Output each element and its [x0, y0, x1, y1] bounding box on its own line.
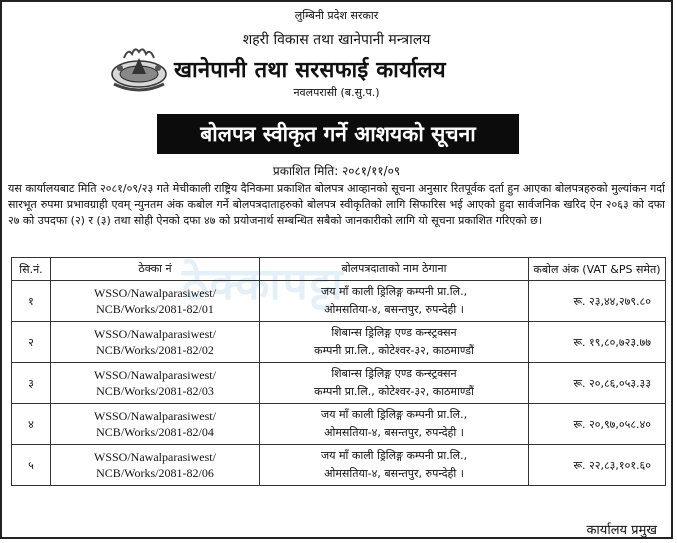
published-date: प्रकाशित मिति: २०८१/११/०९ [272, 164, 401, 178]
contract-line: NCB/Works/2081-82/06 [96, 466, 214, 480]
row-bidder [260, 322, 529, 363]
row-contract [51, 404, 260, 445]
bidder-line: जय माँ काली ड्रिलिङ्ग कम्पनी प्रा.लि., [320, 285, 468, 298]
row-bidder [260, 363, 529, 404]
row-sn: १ [12, 281, 51, 322]
row-amount: रू. १९,८०,७२३.७७ [529, 322, 666, 363]
table-row [12, 404, 666, 445]
row-amount: रू. २२,८३,१०१.६० [529, 445, 666, 486]
row-sn: ५ [12, 445, 51, 486]
row-bidder [260, 445, 529, 486]
row-sn: ३ [12, 363, 51, 404]
bidder-line: ओमसतिया-४, बसन्तपुर, रुपन्देही । [324, 426, 464, 439]
bidder-line: ओमसतिया-४, बसन्तपुर, रुपन्देही । [324, 467, 464, 480]
table-row [12, 281, 666, 322]
contract-line: WSSO/Nawalparasiwest/ [94, 286, 216, 300]
contract-line: WSSO/Nawalparasiwest/ [94, 327, 216, 341]
bidder-line: शिबान्स ड्रिलिङ्ग एण्ड कन्स्ट्रक्सन [331, 326, 457, 339]
row-sn: २ [12, 322, 51, 363]
contract-line: NCB/Works/2081-82/02 [96, 343, 214, 357]
row-bidder [260, 404, 529, 445]
office-name: खानेपानी तथा सरसफाई कार्यालय [174, 58, 446, 83]
contract-line: WSSO/Nawalparasiwest/ [94, 368, 216, 382]
watermark: ठेक्कापट्टा [182, 259, 345, 310]
letterhead [2, 2, 671, 102]
row-amount: रू. २३,४४,२७९.८० [529, 281, 666, 322]
table-row [12, 445, 666, 486]
contract-line: NCB/Works/2081-82/04 [96, 425, 214, 439]
government-name: लुम्बिनी प्रदेश सरकार [294, 9, 379, 22]
header-contract: ठेक्का नं [51, 258, 260, 281]
contract-line: WSSO/Nawalparasiwest/ [94, 450, 216, 464]
table-row [12, 322, 666, 363]
header-bidder: बोलपत्रदाताको नाम ठेगाना [260, 258, 529, 281]
table-header-row [12, 258, 666, 281]
header-sn: सि.नं. [12, 258, 51, 281]
bidder-line: ओमसतिया-४, बसन्तपुर, रुपन्देही । [324, 303, 464, 316]
bidder-line: कम्पनी प्रा.लि., कोटेश्वर-३२, काठमाण्डौं [314, 385, 474, 398]
row-contract [51, 445, 260, 486]
ministry-name: शहरी विकास तथा खानेपानी मन्त्रालय [242, 32, 431, 48]
row-amount: रू. २०,८६,०५३.३३ [529, 363, 666, 404]
contract-line: NCB/Works/2081-82/01 [96, 302, 214, 316]
row-contract [51, 363, 260, 404]
bidder-line: कम्पनी प्रा.लि., कोटेश्वर-३२, काठमाण्डौं [314, 344, 474, 357]
notice-body: यस कार्यालयबाट मिति २०८१/०९/२३ गते मेचीकाली राष्ट्रिय दैनिकमा प्रकाशित बोलपत्र आव्हानको सूचना अनुसार रितपूर्वक दर्ता हुन आएका बोलपत्रहरुको मुल्यांकन गर्दा सारभूत रुपमा प्रभावग्राही एवम् न्युनतम अंक कबोल गर्ने बोलपत्रदाताहरुको बोलपत्र स्वीकृतिको लागि सिफारिस भई आएको हुदा सार्वजनिक खरिद ऐन २०६३ को दफा २७ को उपदफा (२) र (३) तथा सोही ऐनको दफा ४७ को प्रयोजनार्थ सम्बन्धित सबैको जानकारीको लागि यो सूचना प्रकाशित गरिएको छ। [8, 182, 665, 227]
contract-line: NCB/Works/2081-82/03 [96, 384, 214, 398]
signature-label: कार्यालय प्रमुख [586, 523, 657, 538]
bidder-line: शिबान्स ड्रिलिङ्ग एण्ड कन्स्ट्रक्सन [331, 367, 457, 380]
notice-title: बोलपत्र स्वीकृत गर्ने आशयको सूचना [200, 122, 476, 146]
row-contract [51, 281, 260, 322]
header-amount: कबोल अंक (VAT &PS समेत) [529, 258, 666, 281]
district-name: नवलपरासी (ब.सु.प.) [293, 86, 380, 99]
bidder-line: जय माँ काली ड्रिलिङ्ग कम्पनी प्रा.लि., [320, 408, 468, 421]
contract-line: WSSO/Nawalparasiwest/ [94, 409, 216, 423]
bid-table [11, 257, 666, 486]
row-amount: रू. २०,९७,०५८.४० [529, 404, 666, 445]
table-row [12, 363, 666, 404]
row-bidder [260, 281, 529, 322]
notice-title-box [157, 114, 519, 154]
row-contract [51, 322, 260, 363]
row-sn: ४ [12, 404, 51, 445]
bidder-line: जय माँ काली ड्रिलिङ्ग कम्पनी प्रा.लि., [320, 449, 468, 462]
